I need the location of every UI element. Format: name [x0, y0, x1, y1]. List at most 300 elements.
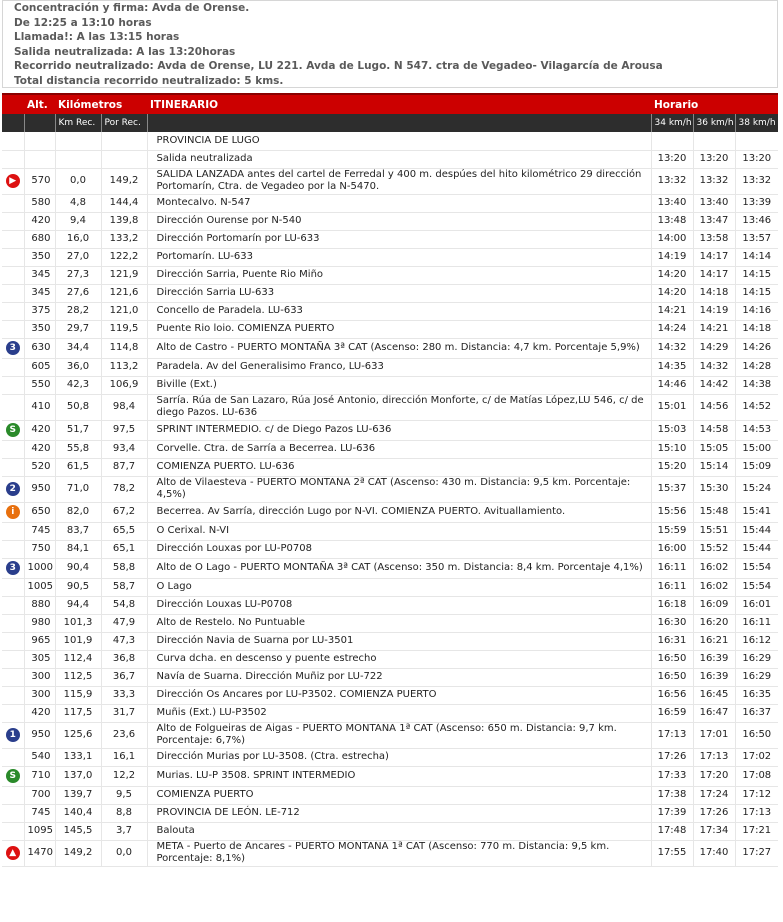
altitude-cell: 350	[24, 248, 55, 266]
time-36-cell: 17:01	[693, 722, 735, 748]
km-recorridos-cell: 51,7	[55, 420, 101, 440]
km-por-recorrer-cell: 114,8	[101, 338, 147, 358]
km-recorridos-cell: 9,4	[55, 212, 101, 230]
time-34-cell: 14:35	[651, 358, 693, 376]
km-recorridos-cell	[55, 132, 101, 150]
table-row	[2, 596, 778, 614]
km-recorridos-cell: 29,7	[55, 320, 101, 338]
icon-cell	[2, 476, 24, 502]
time-36-cell: 16:21	[693, 632, 735, 650]
time-34-cell: 16:59	[651, 704, 693, 722]
km-por-recorrer-cell: 23,6	[101, 722, 147, 748]
time-36-cell: 16:39	[693, 668, 735, 686]
itinerary-cell: SALIDA LANZADA antes del cartel de Ferredal y 400 m. despúes del hito kilométrico 29 dirección Portomarín, Ctra. de Vegadeo por la N-5470.	[147, 168, 651, 194]
km-recorridos-cell: 90,5	[55, 578, 101, 596]
km-recorridos-cell: 125,6	[55, 722, 101, 748]
subheader-por-rec: Por Rec.	[101, 114, 147, 132]
icon-cell	[2, 302, 24, 320]
time-34-cell: 16:11	[651, 578, 693, 596]
altitude-cell: 1095	[24, 822, 55, 840]
time-34-cell: 16:50	[651, 650, 693, 668]
time-34-cell: 16:31	[651, 632, 693, 650]
altitude-cell: 965	[24, 632, 55, 650]
time-34-cell: 16:56	[651, 686, 693, 704]
itinerary-cell: Alto de Folgueiras de Aigas - PUERTO MONTAÑA 1ª CAT (Ascenso: 650 m. Distancia: 9,7 km. Porcentaje: 6,7%)	[147, 722, 651, 748]
itinerary-cell: Paradela. Av del Generalisimo Franco, LU-633	[147, 358, 651, 376]
time-36-cell: 16:02	[693, 578, 735, 596]
icon-cell	[2, 614, 24, 632]
itinerary-cell: Balouta	[147, 822, 651, 840]
icon-cell	[2, 822, 24, 840]
km-recorridos-cell: 34,4	[55, 338, 101, 358]
icon-cell	[2, 804, 24, 822]
km-por-recorrer-cell: 36,7	[101, 668, 147, 686]
table-row	[2, 822, 778, 840]
time-34-cell: 14:32	[651, 338, 693, 358]
km-recorridos-cell: 83,7	[55, 522, 101, 540]
time-38-cell: 17:21	[735, 822, 778, 840]
km-recorridos-cell: 140,4	[55, 804, 101, 822]
time-36-cell: 17:13	[693, 748, 735, 766]
icon-cell	[2, 522, 24, 540]
km-recorridos-cell: 101,9	[55, 632, 101, 650]
time-36-cell: 13:32	[693, 168, 735, 194]
itinerary-cell: Alto de Vilaesteva - PUERTO MONTAÑA 2ª CAT (Ascenso: 430 m. Distancia: 9,5 km. Porcentaje: 4,5%)	[147, 476, 651, 502]
finish-icon: ▲	[6, 846, 20, 860]
time-36-cell: 17:24	[693, 786, 735, 804]
time-36-cell: 16:09	[693, 596, 735, 614]
km-por-recorrer-cell: 149,2	[101, 168, 147, 194]
km-recorridos-cell: 112,4	[55, 650, 101, 668]
time-38-cell: 13:57	[735, 230, 778, 248]
itinerary-cell: Alto de Restelo. No Puntuable	[147, 614, 651, 632]
time-36-cell: 14:21	[693, 320, 735, 338]
altitude-cell: 980	[24, 614, 55, 632]
time-38-cell: 15:24	[735, 476, 778, 502]
time-38-cell: 17:27	[735, 840, 778, 866]
time-34-cell: 17:48	[651, 822, 693, 840]
time-38-cell: 15:09	[735, 458, 778, 476]
km-por-recorrer-cell: 9,5	[101, 786, 147, 804]
altitude-cell: 650	[24, 502, 55, 522]
icon-cell	[2, 558, 24, 578]
time-36-cell: 14:29	[693, 338, 735, 358]
mountain-1-icon: 1	[6, 728, 20, 742]
time-36-cell: 15:14	[693, 458, 735, 476]
km-recorridos-cell: 28,2	[55, 302, 101, 320]
time-34-cell: 13:40	[651, 194, 693, 212]
table-row	[2, 394, 778, 420]
icon-cell	[2, 458, 24, 476]
itinerary-cell: Sarría. Rúa de San Lazaro, Rúa José Antonio, dirección Monforte, c/ de Matías López,LU 546, c/ de diego Pazos. LU-636	[147, 394, 651, 420]
table-row	[2, 248, 778, 266]
itinerary-cell: COMIENZA PUERTO	[147, 786, 651, 804]
time-34-cell	[651, 132, 693, 150]
km-por-recorrer-cell: 119,5	[101, 320, 147, 338]
time-34-cell: 16:11	[651, 558, 693, 578]
altitude-cell: 540	[24, 748, 55, 766]
time-36-cell: 14:58	[693, 420, 735, 440]
header-horario: Horario	[651, 94, 778, 114]
itinerary-cell: Becerrea. Av Sarría, dirección Lugo por N-VI. COMIENZA PUERTO. Avituallamiento.	[147, 502, 651, 522]
altitude-cell: 345	[24, 266, 55, 284]
table-row	[2, 578, 778, 596]
table-row	[2, 230, 778, 248]
icon-cell	[2, 650, 24, 668]
icon-cell	[2, 376, 24, 394]
km-por-recorrer-cell: 31,7	[101, 704, 147, 722]
stage-info-box	[2, 0, 778, 88]
icon-cell	[2, 168, 24, 194]
icon-cell	[2, 748, 24, 766]
time-34-cell: 14:20	[651, 266, 693, 284]
time-34-cell: 15:10	[651, 440, 693, 458]
time-38-cell: 17:08	[735, 766, 778, 786]
altitude-cell: 570	[24, 168, 55, 194]
time-38-cell: 16:50	[735, 722, 778, 748]
time-34-cell: 17:38	[651, 786, 693, 804]
info-line: Salida neutralizada: A las 13:20horas	[14, 45, 236, 58]
table-row	[2, 840, 778, 866]
subheader-empty	[2, 114, 24, 132]
altitude-cell: 1000	[24, 558, 55, 578]
time-36-cell: 17:20	[693, 766, 735, 786]
km-por-recorrer-cell: 113,2	[101, 358, 147, 376]
km-por-recorrer-cell: 36,8	[101, 650, 147, 668]
km-por-recorrer-cell: 121,6	[101, 284, 147, 302]
table-row	[2, 168, 778, 194]
itinerary-cell: Alto de O Lago - PUERTO MONTAÑA 3ª CAT (Ascenso: 350 m. Distancia: 8,4 km. Porcentaje 4,1%)	[147, 558, 651, 578]
altitude-cell: 1005	[24, 578, 55, 596]
time-38-cell: 14:53	[735, 420, 778, 440]
km-por-recorrer-cell: 3,7	[101, 822, 147, 840]
itinerary-cell: Dirección Sarria LU-633	[147, 284, 651, 302]
table-row	[2, 614, 778, 632]
itinerary-cell: Puente Rio loio. COMIENZA PUERTO	[147, 320, 651, 338]
time-38-cell: 14:15	[735, 284, 778, 302]
time-36-cell: 17:34	[693, 822, 735, 840]
start-flag-icon: ▶	[6, 174, 20, 188]
time-34-cell: 16:50	[651, 668, 693, 686]
km-recorridos-cell: 137,0	[55, 766, 101, 786]
time-36-cell: 14:42	[693, 376, 735, 394]
time-38-cell: 15:00	[735, 440, 778, 458]
altitude-cell: 420	[24, 420, 55, 440]
subheader-speed-34: 34 km/h	[651, 114, 693, 132]
icon-cell	[2, 248, 24, 266]
table-row	[2, 284, 778, 302]
time-36-cell: 16:45	[693, 686, 735, 704]
time-38-cell: 16:01	[735, 596, 778, 614]
itinerary-cell: Dirección Louxas por LU-P0708	[147, 540, 651, 558]
time-34-cell: 13:48	[651, 212, 693, 230]
table-row	[2, 540, 778, 558]
km-por-recorrer-cell: 33,3	[101, 686, 147, 704]
icon-cell	[2, 440, 24, 458]
icon-cell	[2, 502, 24, 522]
icon-cell	[2, 212, 24, 230]
km-por-recorrer-cell: 58,7	[101, 578, 147, 596]
table-row	[2, 302, 778, 320]
km-por-recorrer-cell: 47,3	[101, 632, 147, 650]
time-36-cell: 15:48	[693, 502, 735, 522]
time-38-cell: 16:37	[735, 704, 778, 722]
km-por-recorrer-cell: 47,9	[101, 614, 147, 632]
km-por-recorrer-cell: 121,9	[101, 266, 147, 284]
km-recorridos-cell: 112,5	[55, 668, 101, 686]
altitude-cell: 580	[24, 194, 55, 212]
header-itinerario: ITINERARIO	[147, 94, 651, 114]
km-recorridos-cell: 90,4	[55, 558, 101, 578]
table-row	[2, 522, 778, 540]
altitude-cell: 350	[24, 320, 55, 338]
icon-cell	[2, 632, 24, 650]
km-por-recorrer-cell: 54,8	[101, 596, 147, 614]
km-por-recorrer-cell: 78,2	[101, 476, 147, 502]
altitude-cell	[24, 132, 55, 150]
itinerary-cell: Dirección Navia de Suarna por LU-3501	[147, 632, 651, 650]
time-34-cell: 15:59	[651, 522, 693, 540]
altitude-cell: 375	[24, 302, 55, 320]
time-38-cell: 13:20	[735, 150, 778, 168]
table-row	[2, 668, 778, 686]
time-38-cell: 15:44	[735, 540, 778, 558]
icon-cell	[2, 320, 24, 338]
time-34-cell: 14:21	[651, 302, 693, 320]
itinerary-cell: Biville (Ext.)	[147, 376, 651, 394]
time-34-cell: 15:03	[651, 420, 693, 440]
km-por-recorrer-cell: 87,7	[101, 458, 147, 476]
time-38-cell: 14:14	[735, 248, 778, 266]
subheader-speed-38: 38 km/h	[735, 114, 778, 132]
km-por-recorrer-cell	[101, 132, 147, 150]
time-36-cell: 14:56	[693, 394, 735, 420]
mountain-3-icon: 3	[6, 341, 20, 355]
km-recorridos-cell: 133,1	[55, 748, 101, 766]
km-recorridos-cell: 0,0	[55, 168, 101, 194]
km-por-recorrer-cell: 65,5	[101, 522, 147, 540]
km-por-recorrer-cell: 121,0	[101, 302, 147, 320]
icon-cell	[2, 840, 24, 866]
table-row	[2, 748, 778, 766]
time-36-cell: 17:26	[693, 804, 735, 822]
table-row	[2, 212, 778, 230]
info-line: De 12:25 a 13:10 horas	[14, 16, 152, 29]
itinerary-cell: Dirección Ourense por N-540	[147, 212, 651, 230]
itinerary-body	[2, 132, 778, 866]
icon-cell	[2, 596, 24, 614]
km-por-recorrer-cell: 106,9	[101, 376, 147, 394]
mountain-2-icon: 2	[6, 482, 20, 496]
time-38-cell	[735, 132, 778, 150]
time-34-cell: 13:32	[651, 168, 693, 194]
info-line: Total distancia recorrido neutralizado: 5 kms.	[14, 74, 284, 87]
km-recorridos-cell: 101,3	[55, 614, 101, 632]
km-por-recorrer-cell: 139,8	[101, 212, 147, 230]
icon-cell	[2, 420, 24, 440]
itinerary-table	[2, 93, 778, 867]
table-row	[2, 476, 778, 502]
altitude-cell: 300	[24, 686, 55, 704]
mountain-3-icon: 3	[6, 561, 20, 575]
km-recorridos-cell: 27,3	[55, 266, 101, 284]
sprint-icon: S	[6, 769, 20, 783]
table-row	[2, 132, 778, 150]
time-38-cell: 17:13	[735, 804, 778, 822]
time-38-cell: 15:41	[735, 502, 778, 522]
time-38-cell: 14:16	[735, 302, 778, 320]
km-recorridos-cell: 42,3	[55, 376, 101, 394]
table-row	[2, 502, 778, 522]
time-38-cell: 16:35	[735, 686, 778, 704]
time-36-cell: 13:58	[693, 230, 735, 248]
time-34-cell: 15:20	[651, 458, 693, 476]
time-38-cell: 14:28	[735, 358, 778, 376]
time-38-cell: 13:32	[735, 168, 778, 194]
table-row	[2, 338, 778, 358]
km-por-recorrer-cell: 122,2	[101, 248, 147, 266]
altitude-cell: 1470	[24, 840, 55, 866]
km-recorridos-cell: 61,5	[55, 458, 101, 476]
table-row	[2, 150, 778, 168]
altitude-cell: 700	[24, 786, 55, 804]
altitude-cell: 420	[24, 704, 55, 722]
header-row-main	[2, 94, 778, 114]
itinerary-cell: Murias. LU-P 3508. SPRINT INTERMEDIO	[147, 766, 651, 786]
table-row	[2, 632, 778, 650]
km-recorridos-cell: 50,8	[55, 394, 101, 420]
km-por-recorrer-cell: 0,0	[101, 840, 147, 866]
subheader-empty	[147, 114, 651, 132]
km-recorridos-cell: 4,8	[55, 194, 101, 212]
time-34-cell: 13:20	[651, 150, 693, 168]
itinerary-cell: Corvelle. Ctra. de Sarría a Becerrea. LU-636	[147, 440, 651, 458]
feed-zone-icon: i	[6, 505, 20, 519]
time-36-cell: 14:18	[693, 284, 735, 302]
icon-cell	[2, 150, 24, 168]
time-36-cell: 15:51	[693, 522, 735, 540]
icon-cell	[2, 394, 24, 420]
time-34-cell: 14:19	[651, 248, 693, 266]
table-row	[2, 650, 778, 668]
icon-cell	[2, 668, 24, 686]
km-recorridos-cell: 84,1	[55, 540, 101, 558]
altitude-cell: 950	[24, 476, 55, 502]
altitude-cell: 745	[24, 804, 55, 822]
km-recorridos-cell	[55, 150, 101, 168]
table-row	[2, 440, 778, 458]
time-36-cell: 15:05	[693, 440, 735, 458]
itinerary-cell: Dirección Louxas LU-P0708	[147, 596, 651, 614]
altitude-cell: 630	[24, 338, 55, 358]
time-36-cell: 15:30	[693, 476, 735, 502]
itinerary-cell: META - Puerto de Ancares - PUERTO MONTAÑA 1ª CAT (Ascenso: 770 m. Distancia: 9,5 km. Porcentaje: 8,1%)	[147, 840, 651, 866]
time-36-cell: 13:20	[693, 150, 735, 168]
time-38-cell: 17:12	[735, 786, 778, 804]
km-por-recorrer-cell: 58,8	[101, 558, 147, 578]
km-recorridos-cell: 71,0	[55, 476, 101, 502]
time-34-cell: 17:55	[651, 840, 693, 866]
km-recorridos-cell: 149,2	[55, 840, 101, 866]
time-34-cell: 16:00	[651, 540, 693, 558]
km-por-recorrer-cell: 16,1	[101, 748, 147, 766]
time-38-cell: 17:02	[735, 748, 778, 766]
itinerary-cell: Dirección Os Ancares por LU-P3502. COMIENZA PUERTO	[147, 686, 651, 704]
km-por-recorrer-cell: 12,2	[101, 766, 147, 786]
table-row	[2, 804, 778, 822]
time-38-cell: 15:54	[735, 578, 778, 596]
header-alt: Alt.	[24, 94, 55, 114]
altitude-cell: 420	[24, 440, 55, 458]
icon-cell	[2, 338, 24, 358]
time-36-cell: 14:19	[693, 302, 735, 320]
table-row	[2, 686, 778, 704]
itinerary-cell: PROVINCIA DE LEÓN. LE-712	[147, 804, 651, 822]
header-kilometros: Kilómetros	[55, 94, 147, 114]
time-38-cell: 16:29	[735, 668, 778, 686]
subheader-speed-36: 36 km/h	[693, 114, 735, 132]
km-recorridos-cell: 94,4	[55, 596, 101, 614]
table-row	[2, 722, 778, 748]
km-por-recorrer-cell: 93,4	[101, 440, 147, 458]
itinerary-cell: Portomarín. LU-633	[147, 248, 651, 266]
itinerary-cell: Dirección Portomarín por LU-633	[147, 230, 651, 248]
altitude-cell	[24, 150, 55, 168]
altitude-cell: 880	[24, 596, 55, 614]
time-36-cell	[693, 132, 735, 150]
time-36-cell: 16:39	[693, 650, 735, 668]
time-38-cell: 16:11	[735, 614, 778, 632]
time-38-cell: 15:54	[735, 558, 778, 578]
itinerary-cell: SPRINT INTERMEDIO. c/ de Diego Pazos LU-636	[147, 420, 651, 440]
itinerary-cell: COMIENZA PUERTO. LU-636	[147, 458, 651, 476]
time-34-cell: 14:46	[651, 376, 693, 394]
table-row	[2, 266, 778, 284]
km-recorridos-cell: 36,0	[55, 358, 101, 376]
time-34-cell: 14:00	[651, 230, 693, 248]
itinerary-cell: Dirección Murias por LU-3508. (Ctra. estrecha)	[147, 748, 651, 766]
km-por-recorrer-cell	[101, 150, 147, 168]
time-38-cell: 14:38	[735, 376, 778, 394]
km-por-recorrer-cell: 8,8	[101, 804, 147, 822]
info-line: Recorrido neutralizado: Avda de Orense, LU 221. Avda de Lugo. N 547. ctra de Vegadeo- Vilagarcía de Arousa	[14, 60, 663, 73]
time-34-cell: 15:56	[651, 502, 693, 522]
altitude-cell: 305	[24, 650, 55, 668]
time-34-cell: 15:37	[651, 476, 693, 502]
altitude-cell: 520	[24, 458, 55, 476]
km-por-recorrer-cell: 144,4	[101, 194, 147, 212]
icon-cell	[2, 540, 24, 558]
time-36-cell: 15:52	[693, 540, 735, 558]
time-38-cell: 13:46	[735, 212, 778, 230]
time-36-cell: 16:02	[693, 558, 735, 578]
km-recorridos-cell: 145,5	[55, 822, 101, 840]
icon-cell	[2, 284, 24, 302]
altitude-cell: 410	[24, 394, 55, 420]
icon-cell	[2, 358, 24, 376]
time-34-cell: 14:20	[651, 284, 693, 302]
itinerary-cell: O Cerixal. N-VI	[147, 522, 651, 540]
header-row-sub	[2, 114, 778, 132]
time-36-cell: 14:32	[693, 358, 735, 376]
time-34-cell: 15:01	[651, 394, 693, 420]
icon-cell	[2, 132, 24, 150]
time-38-cell: 14:18	[735, 320, 778, 338]
km-recorridos-cell: 55,8	[55, 440, 101, 458]
subheader-empty	[24, 114, 55, 132]
icon-cell	[2, 230, 24, 248]
icon-cell	[2, 722, 24, 748]
